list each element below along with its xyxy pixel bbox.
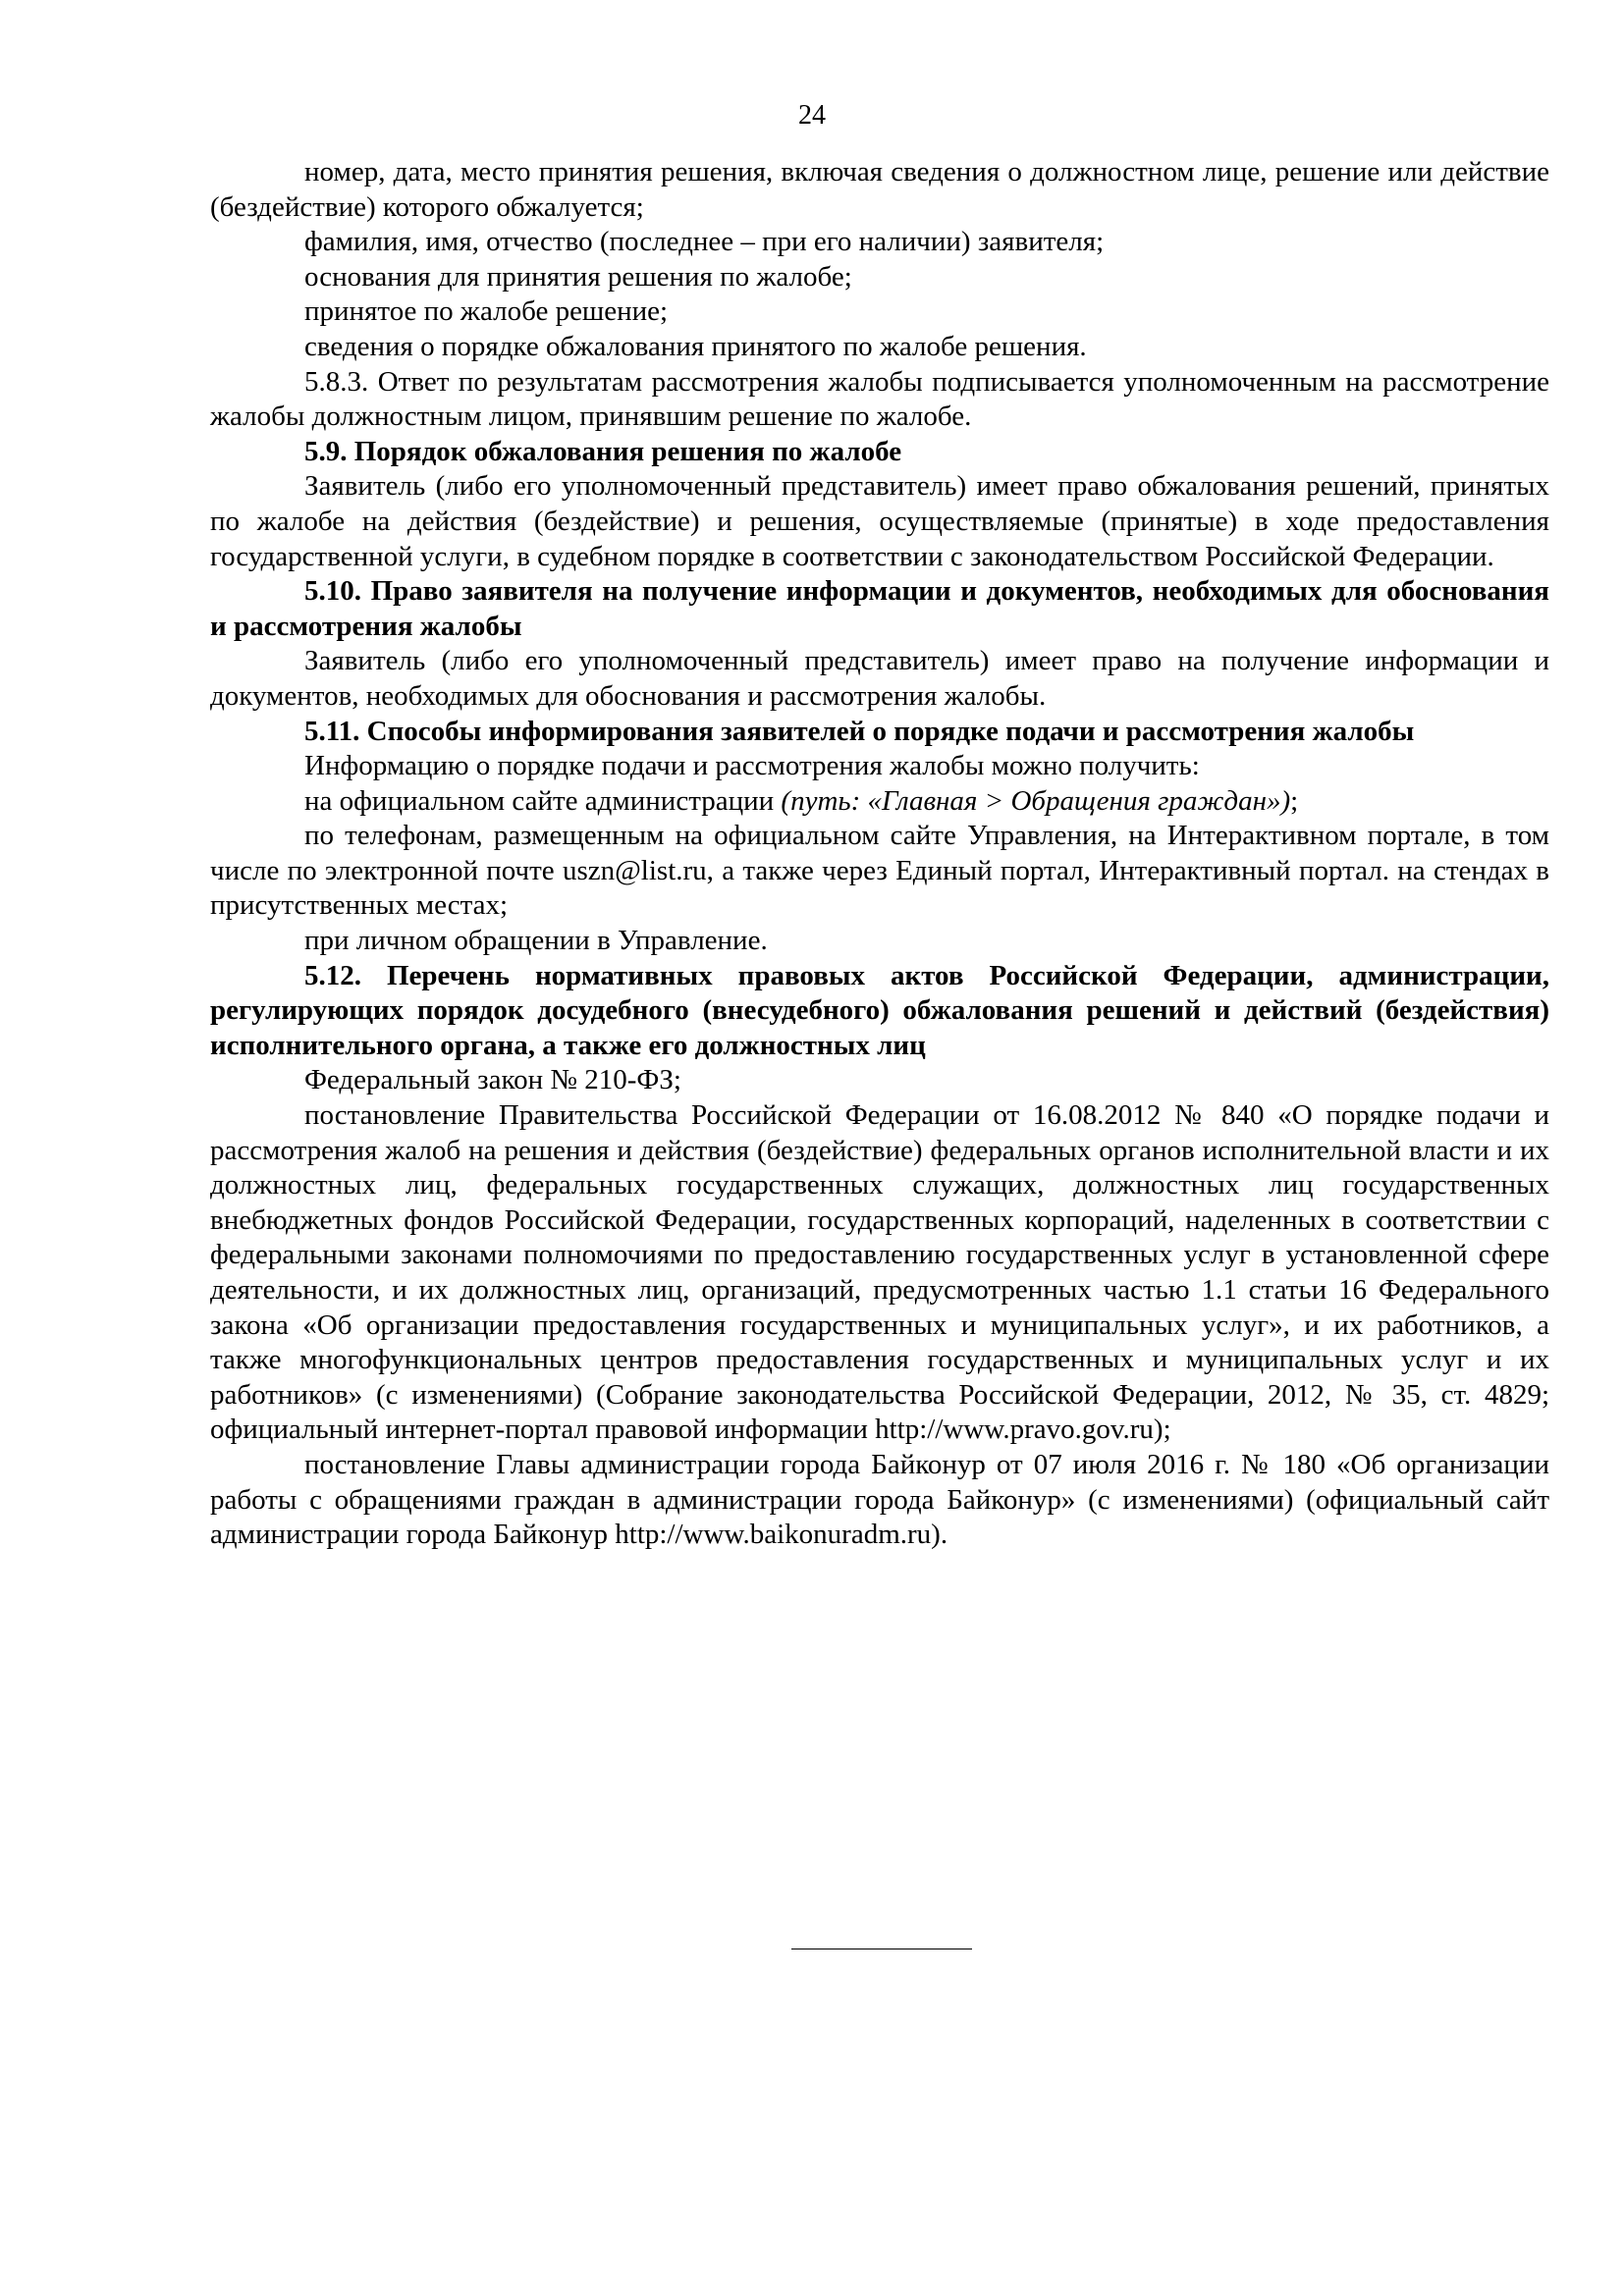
paragraph-decision-taken: принятое по жалобе решение; bbox=[304, 295, 669, 328]
paragraph-personal-visit: при личном обращении в Управление. bbox=[304, 925, 768, 957]
paragraph-official-site bbox=[210, 784, 1549, 820]
paragraph-applicant-name: фамилия, имя, отчество (последнее – при его наличии) заявителя; bbox=[304, 226, 1105, 258]
paragraph-government-resolution: постановление Правительства Российской Федерации от 16.08.2012 № 840 «О порядке подачи и рассмотрения жалоб на решения и действия (бездействие) федеральных органов исполнительной власти и их должностных лиц, федеральных государственных служащих, должностных лиц государственных внебюджетных фондов Российской Федерации, государственных корпораций, наделенных в соответствии с федеральными законами полномочиями по предоставлению государственных услуг в установленной сфере деятельности, и их должностных лиц, организаций, предусмотренных частью 1.1 статьи 16 Федерального закона «Об организации предоставления государственных и муниципальных услуг», и их работников, а также многофункциональных центров предоставления государственных и муниципальных услуг и их работников» (с изменениями) (Собрание законодательства Российской Федерации, 2012, № 35, ст. 4829; официальный интернет-портал правовой информации http://www.pravo.gov.ru); bbox=[210, 1099, 1549, 1446]
document-body bbox=[210, 155, 1549, 1553]
paragraph-appeal-info: сведения о порядке обжалования принятого по жалобе решения. bbox=[304, 330, 1087, 362]
heading-5-10: 5.10. Право заявителя на получение информации и документов, необходимых для обоснования и рассмотрения жалобы bbox=[210, 575, 1549, 642]
official-site-path: (путь: «Главная > Обращения граждан») bbox=[781, 784, 1291, 817]
paragraph-phones-email: по телефонам, размещенным на официальном сайте Управления, на Интерактивном портале, в том числе по электронной почте uszn@list.ru, а также через Единый портал, Интерактивный портал. на стендах в присутственных местах; bbox=[210, 820, 1549, 922]
paragraph-5-8-3: 5.8.3. Ответ по результатам рассмотрения жалобы подписывается уполномоченным на рассмотрение жалобы должностным лицом, принявшим решение по жалобе. bbox=[210, 365, 1549, 433]
page-number: 24 bbox=[798, 100, 826, 131]
paragraph-baikonur-resolution: постановление Главы администрации города Байконур от 07 июля 2016 г. № 180 «Об организации работы с обращениями граждан в администрации города Байконур» (с изменениями) (официальный сайт администрации города Байконур http://www.baikonuradm.ru). bbox=[210, 1448, 1549, 1551]
paragraph-complaint-decision-number: номер, дата, место принятия решения, включая сведения о должностном лице, решение или действие (бездействие) которого обжалуется; bbox=[210, 156, 1549, 223]
paragraph-5-10-body: Заявитель (либо его уполномоченный представитель) имеет право на получение информации и документов, необходимых для обоснования и рассмотрения жалобы. bbox=[210, 645, 1549, 712]
official-site-text: на официальном сайте администрации bbox=[304, 784, 782, 817]
heading-5-12: 5.12. Перечень нормативных правовых актов Российской Федерации, администрации, регулирующих порядок досудебного (внесудебного) обжалования решений и действий (бездействия) исполнительного органа, а также его должностных лиц bbox=[210, 959, 1549, 1061]
paragraph-federal-law: Федеральный закон № 210-ФЗ; bbox=[304, 1064, 681, 1096]
heading-5-9: 5.9. Порядок обжалования решения по жалобе bbox=[304, 435, 902, 467]
paragraph-5-9-body: Заявитель (либо его уполномоченный представитель) имеет право обжалования решений, принятых по жалобе на действия (бездействие) и решения, осуществляемые (принятые) в ходе предоставления государственной услуги, в судебном порядке в соответствии с законодательством Российской Федерации. bbox=[210, 470, 1549, 572]
heading-5-11: 5.11. Способы информирования заявителей о порядке подачи и рассмотрения жалобы bbox=[304, 715, 1415, 747]
official-site-tail: ; bbox=[1290, 784, 1299, 817]
paragraph-decision-grounds: основания для принятия решения по жалобе; bbox=[304, 260, 852, 293]
paragraph-5-11-intro: Информацию о порядке подачи и рассмотрения жалобы можно получить: bbox=[304, 750, 1200, 782]
